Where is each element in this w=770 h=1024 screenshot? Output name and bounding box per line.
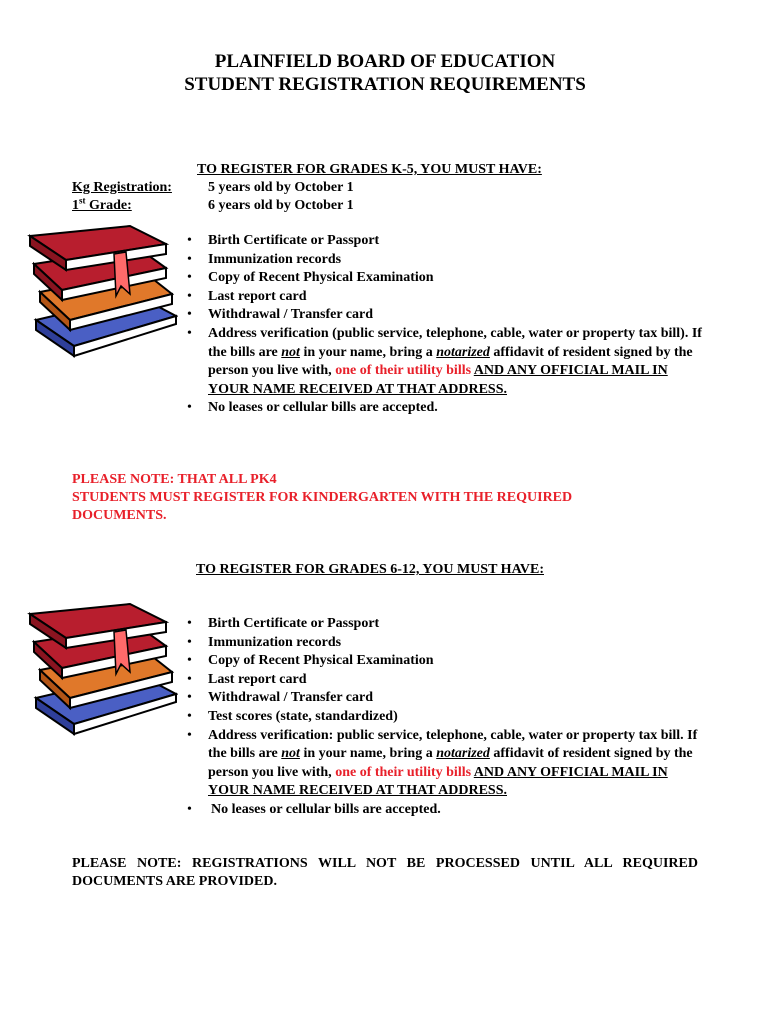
first-grade-label: 1st Grade: <box>72 195 132 213</box>
list-item: • Withdrawal / Transfer card <box>208 689 708 708</box>
age-requirements-labels <box>72 179 172 215</box>
address-verification-item: • Address verification (public service, telephone, cable, water or property tax bill). If the bills are not in your name, bring a notarized affidavit of resident signed by the person you live with, one of their utility bills AND ANY OFFICIAL MAIL IN YOUR NAME RECEIVED AT THAT ADDRESS. <box>208 325 708 399</box>
g612-heading: TO REGISTER FOR GRADES 6-12, YOU MUST HAVE: <box>196 562 544 577</box>
k5-requirements-list <box>208 232 708 418</box>
pk4-note: PLEASE NOTE: THAT ALL PK4 STUDENTS MUST REGISTER FOR KINDERGARTEN WITH THE REQUIRED DOCUMENTS. <box>72 472 573 523</box>
list-item: • Immunization records <box>208 634 708 653</box>
list-item: • Birth Certificate or Passport <box>208 232 708 251</box>
list-item: • Immunization records <box>208 251 708 270</box>
books-stack-icon <box>26 224 178 358</box>
g612-requirements-list <box>208 615 708 820</box>
first-grade-value: 6 years old by October 1 <box>208 198 354 213</box>
kg-label: Kg Registration: <box>72 180 172 195</box>
k5-heading: TO REGISTER FOR GRADES K-5, YOU MUST HAVE: <box>197 162 542 177</box>
title-line-1: PLAINFIELD BOARD OF EDUCATION <box>214 51 556 72</box>
list-item: • Copy of Recent Physical Examination <box>208 652 708 671</box>
list-item: • Test scores (state, standardized) <box>208 708 708 727</box>
age-requirements-values <box>208 179 354 215</box>
list-item: • Withdrawal / Transfer card <box>208 306 708 325</box>
list-item: • Last report card <box>208 288 708 307</box>
list-item: • Last report card <box>208 671 708 690</box>
books-stack-icon <box>26 602 178 736</box>
list-item: • Copy of Recent Physical Examination <box>208 269 708 288</box>
final-note: PLEASE NOTE: REGISTRATIONS WILL NOT BE PROCESSED UNTIL ALL REQUIRED DOCUMENTS ARE PROVIDED. <box>72 856 698 889</box>
list-item: • Birth Certificate or Passport <box>208 615 708 634</box>
page-title <box>0 50 770 96</box>
title-line-2: STUDENT REGISTRATION REQUIREMENTS <box>184 74 586 95</box>
kg-value: 5 years old by October 1 <box>208 180 354 195</box>
list-item: • No leases or cellular bills are accepted. <box>208 801 708 820</box>
list-item: • No leases or cellular bills are accepted. <box>208 399 708 418</box>
address-verification-item: • Address verification: public service, telephone, cable, water or property tax bill. If the bills are not in your name, bring a notarized affidavit of resident signed by the person you live with, one of their utility bills AND ANY OFFICIAL MAIL IN YOUR NAME RECEIVED AT THAT ADDRESS. <box>208 727 708 801</box>
